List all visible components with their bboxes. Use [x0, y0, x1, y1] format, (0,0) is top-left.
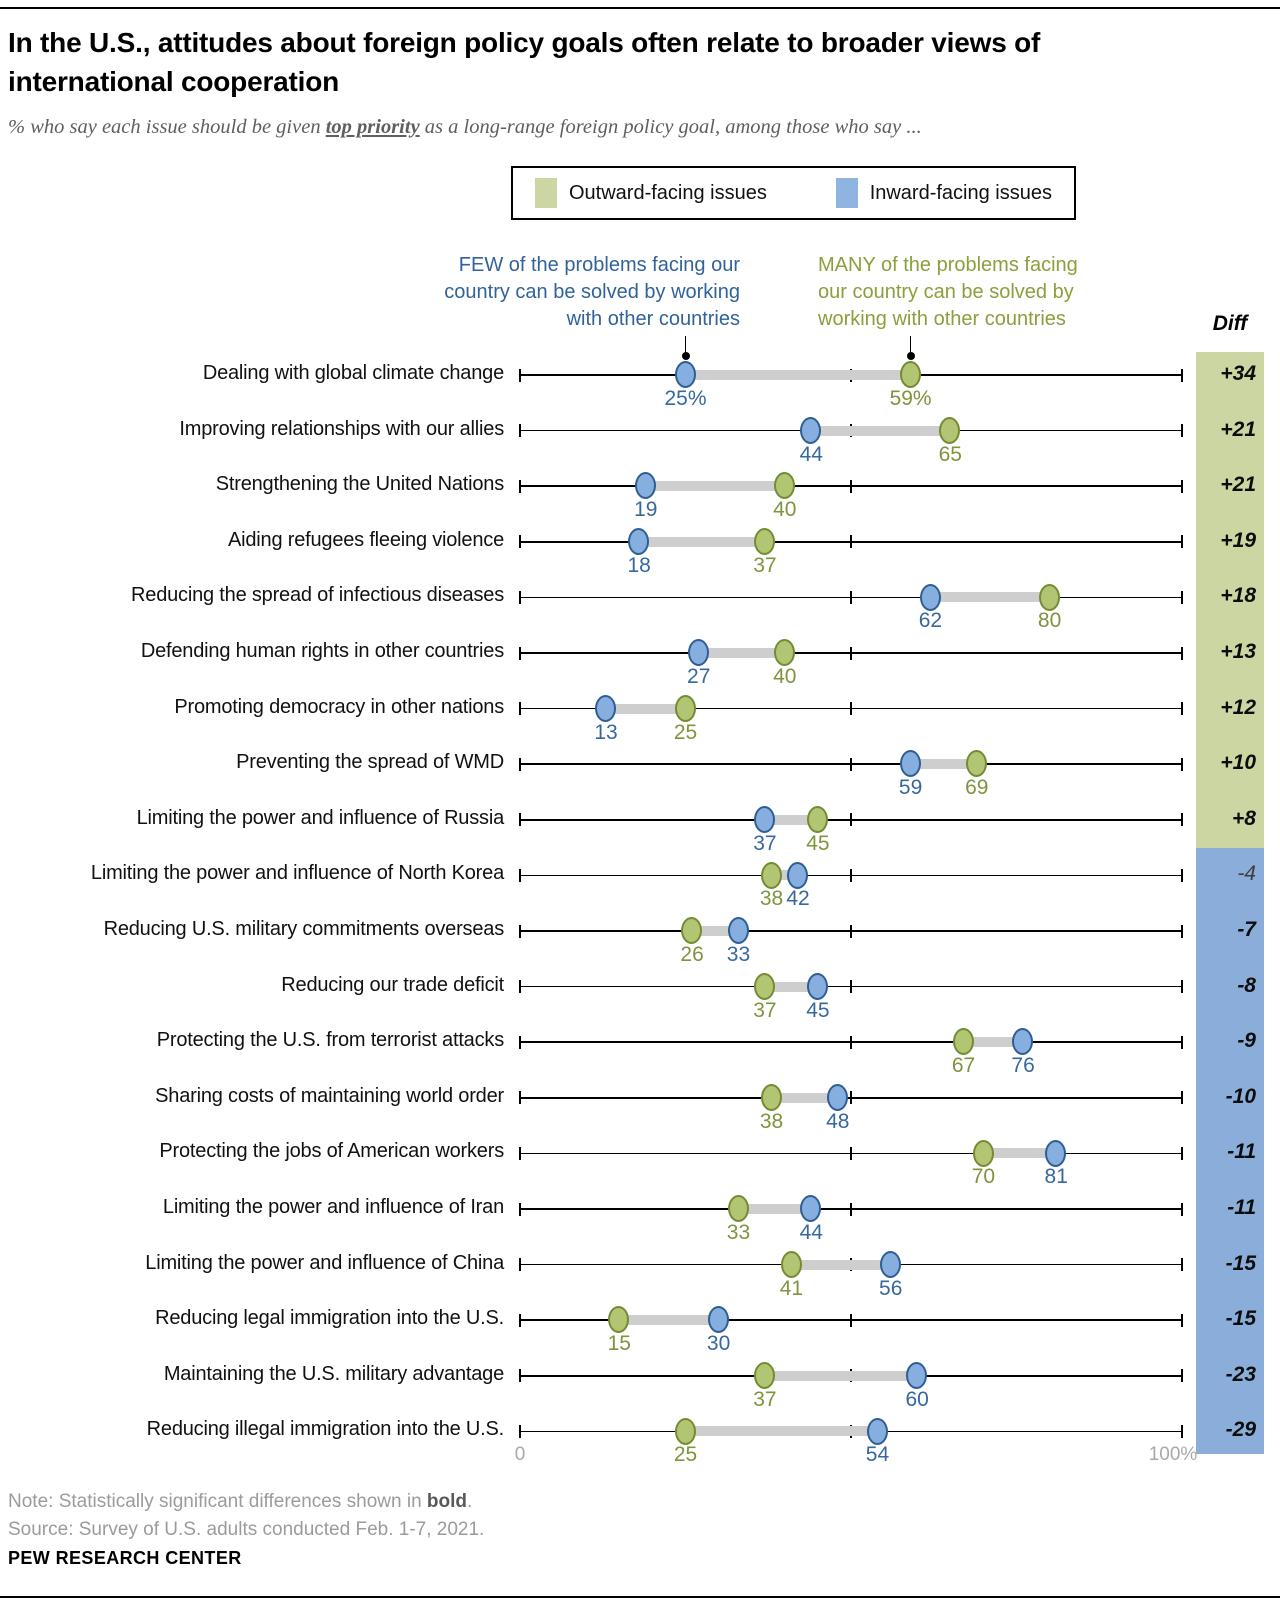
many-value-label: 37: [753, 553, 777, 577]
category-label: Promoting democracy in other nations: [174, 695, 504, 718]
axis-tick: [519, 1369, 521, 1382]
annotation-few: [408, 252, 740, 333]
axis-tick: [519, 647, 521, 660]
outward-swatch-icon: [535, 178, 557, 208]
category-label: Aiding refugees fleeing violence: [227, 528, 504, 551]
many-dot: [939, 417, 960, 444]
axis-tick: [519, 702, 521, 715]
many-dot: [754, 1362, 775, 1389]
axis-tick: [519, 1425, 521, 1438]
dumbbell-connector: [791, 1260, 890, 1270]
many-value-label: 25: [673, 720, 698, 744]
axis-tick: [1181, 1314, 1183, 1327]
few-value-label: 30: [706, 1332, 731, 1356]
dumbbell-connector: [699, 648, 785, 658]
many-dot: [754, 973, 775, 1000]
many-value-label: 59%: [889, 387, 932, 410]
many-value-label: 70: [971, 1165, 996, 1189]
axis-tick: [850, 1314, 852, 1327]
axis-tick: [519, 535, 521, 548]
few-dot: [754, 806, 775, 833]
axis-tick: [850, 758, 852, 771]
dumbbell-connector: [686, 1426, 878, 1436]
dumbbell-connector: [686, 370, 911, 380]
axis-tick: [1181, 1203, 1183, 1216]
many-dot: [754, 528, 775, 555]
many-dot: [973, 1140, 994, 1167]
axis-tick: [519, 980, 521, 993]
axis-tick: [1181, 535, 1183, 548]
axis-tick: [1181, 813, 1183, 826]
axis-tick: [519, 480, 521, 493]
axis-tick: [1181, 758, 1183, 771]
few-dot: [920, 584, 941, 611]
few-value-label: 76: [1011, 1054, 1035, 1078]
axis-tick: [1181, 980, 1183, 993]
many-value-label: 40: [773, 498, 797, 522]
few-value-label: 13: [594, 720, 618, 744]
many-dot: [761, 1084, 782, 1111]
many-dot: [900, 361, 921, 388]
many-value-label: 41: [779, 1276, 804, 1300]
many-value-label: 33: [726, 1221, 751, 1244]
dumbbell-connector: [639, 537, 765, 547]
source-text: Source: Survey of U.S. adults conducted Feb. 1-7, 2021.: [8, 1519, 485, 1540]
few-dot: [906, 1362, 927, 1389]
axis-tick: [850, 1036, 852, 1049]
axis-tick: [519, 424, 521, 437]
many-dot: [608, 1306, 629, 1333]
category-label: Dealing with global climate change: [202, 362, 504, 384]
axis-tick: [850, 925, 852, 938]
diff-value: -4: [1237, 862, 1256, 886]
few-dot: [728, 917, 749, 944]
diff-value: -10: [1225, 1084, 1256, 1108]
few-value-label: 44: [799, 1221, 823, 1244]
few-value-label: 18: [627, 553, 651, 577]
axis-tick: [850, 591, 852, 604]
axis-tick: [519, 591, 521, 604]
few-dot: [1045, 1140, 1066, 1167]
dumbbell-connector: [619, 1315, 718, 1325]
few-dot: [628, 528, 649, 555]
diff-value: +8: [1232, 806, 1256, 830]
many-value-label: 65: [938, 442, 962, 466]
subtitle-suffix: as a long-range foreign policy goal, among those who say ...: [419, 116, 922, 138]
category-label: Reducing U.S. military commitments overseas: [103, 918, 504, 940]
few-dot: [595, 695, 616, 722]
few-dot: [800, 1195, 821, 1222]
annotation-leader-dot: [682, 352, 690, 360]
many-dot: [953, 1028, 974, 1055]
axis-tick: [519, 369, 521, 382]
dumbbell-connector: [930, 592, 1049, 602]
axis-tick: [850, 1091, 852, 1104]
note-text: [8, 1491, 472, 1513]
many-dot: [774, 472, 795, 499]
category-label: Reducing illegal immigration into the U.S.: [146, 1418, 504, 1441]
axis-tick: [850, 1147, 852, 1160]
diff-value: +21: [1220, 473, 1256, 497]
category-label: Maintaining the U.S. military advantage: [163, 1362, 504, 1385]
few-value-label: 59: [898, 776, 923, 800]
few-value-label: 60: [905, 1387, 929, 1411]
axis-tick: [850, 869, 852, 882]
diff-value: +10: [1220, 751, 1256, 775]
dumbbell-connector: [811, 426, 950, 436]
axis-tick: [1181, 869, 1183, 882]
axis-tick: [1181, 1036, 1183, 1049]
bottom-divider: [0, 1596, 1280, 1598]
many-value-label: 26: [680, 943, 704, 966]
few-dot: [827, 1084, 848, 1111]
legend-label-outward: Outward-facing issues: [569, 181, 767, 204]
few-dot: [1012, 1028, 1033, 1055]
axis-tick: [519, 1091, 521, 1104]
category-label: Preventing the spread of WMD: [236, 751, 504, 774]
axis-max-label: 100%: [1148, 1444, 1198, 1465]
category-label: Protecting the jobs of American workers: [159, 1140, 504, 1163]
many-dot: [761, 862, 782, 889]
many-value-label: 69: [965, 776, 989, 800]
many-value-label: 80: [1037, 609, 1062, 633]
few-value-label: 37: [753, 831, 777, 855]
many-dot: [728, 1195, 749, 1222]
few-value-label: 27: [687, 665, 711, 688]
inward-swatch-icon: [836, 178, 858, 208]
legend: [511, 166, 1076, 220]
axis-tick: [1181, 591, 1183, 604]
few-value-label: 19: [634, 498, 658, 522]
many-dot: [774, 639, 795, 666]
category-label: Reducing the spread of infectious diseases: [131, 584, 504, 607]
annotation-line: country can be solved by working: [444, 281, 740, 303]
axis-tick: [1181, 424, 1183, 437]
few-value-label: 25%: [664, 387, 707, 410]
many-value-label: 15: [607, 1332, 631, 1356]
annotation-leader-dot: [907, 352, 915, 360]
few-dot: [688, 639, 709, 666]
axis-tick: [1181, 702, 1183, 715]
dumbbell-connector: [606, 704, 685, 714]
axis-tick: [850, 480, 852, 493]
legend-item-inward: [836, 178, 1052, 208]
few-dot: [800, 417, 821, 444]
many-value-label: 67: [951, 1054, 976, 1078]
diff-value: +19: [1220, 528, 1256, 552]
legend-label-inward: Inward-facing issues: [869, 181, 1052, 204]
diff-value: +13: [1220, 640, 1256, 663]
few-value-label: 48: [826, 1109, 850, 1133]
diff-value: -29: [1225, 1418, 1256, 1442]
few-dot: [787, 862, 808, 889]
chart-subtitle: [8, 116, 1228, 139]
many-value-label: 38: [759, 887, 784, 911]
axis-tick: [1181, 480, 1183, 493]
diff-value: -11: [1227, 1196, 1256, 1219]
axis-tick: [850, 647, 852, 660]
axis-tick: [850, 702, 852, 715]
many-value-label: 25: [673, 1443, 698, 1467]
annotation-line: MANY of the problems facing: [818, 254, 1078, 276]
few-value-label: 56: [879, 1276, 903, 1300]
many-dot: [675, 695, 696, 722]
axis-tick: [1181, 925, 1183, 938]
few-value-label: 54: [865, 1443, 890, 1467]
subtitle-emphasis: top priority: [325, 116, 420, 138]
axis-tick: [519, 1036, 521, 1049]
annotation-line: FEW of the problems facing our: [458, 254, 740, 276]
diff-value: +18: [1220, 584, 1256, 608]
category-label: Protecting the U.S. from terrorist attacks: [156, 1029, 504, 1052]
category-label: Reducing our trade deficit: [281, 973, 504, 996]
axis-min-label: 0: [514, 1444, 526, 1465]
axis-tick: [519, 1203, 521, 1216]
few-value-label: 45: [806, 998, 830, 1022]
few-value-label: 42: [786, 887, 810, 911]
few-dot: [867, 1418, 888, 1445]
category-label: Limiting the power and influence of North Korea: [90, 862, 504, 885]
annotation-line: with other countries: [566, 308, 740, 330]
category-label: Reducing legal immigration into the U.S.: [155, 1307, 504, 1330]
category-label: Sharing costs of maintaining world order: [155, 1084, 504, 1107]
axis-tick: [1181, 1369, 1183, 1382]
axis-tick: [850, 813, 852, 826]
annotation-many: [818, 252, 1118, 333]
diff-value: -11: [1227, 1140, 1256, 1164]
note-bold-word: bold: [426, 1491, 468, 1512]
category-label: Limiting the power and influence of China: [145, 1251, 504, 1274]
diff-value: +34: [1220, 362, 1256, 385]
category-label: Improving relationships with our allies: [179, 417, 504, 440]
few-value-label: 44: [799, 442, 823, 466]
axis-tick: [519, 813, 521, 826]
diff-column-header: Diff: [1212, 312, 1248, 335]
legend-item-outward: [535, 178, 767, 208]
axis-tick: [519, 1258, 521, 1271]
few-value-label: 62: [918, 609, 943, 633]
diff-value: -15: [1225, 1307, 1256, 1331]
diff-value: -15: [1225, 1251, 1256, 1275]
axis-tick: [1181, 1147, 1183, 1160]
few-dot: [675, 361, 696, 388]
category-label: Strengthening the United Nations: [215, 473, 504, 496]
many-value-label: 40: [773, 665, 797, 688]
axis-tick: [1181, 1258, 1183, 1271]
category-label: Limiting the power and influence of Iran: [162, 1196, 504, 1218]
axis-tick: [1181, 1091, 1183, 1104]
few-value-label: 33: [726, 943, 751, 966]
many-dot: [807, 806, 828, 833]
axis-tick: [519, 1314, 521, 1327]
axis-tick: [1181, 1425, 1183, 1438]
axis-tick: [519, 925, 521, 938]
diff-value: -7: [1237, 918, 1256, 941]
many-dot: [781, 1251, 802, 1278]
annotation-line: working with other countries: [818, 308, 1066, 330]
axis-tick: [1181, 647, 1183, 660]
few-dot: [635, 472, 656, 499]
subtitle-prefix: % who say each issue should be given: [8, 116, 326, 138]
many-value-label: 37: [753, 998, 777, 1022]
axis-tick: [850, 1203, 852, 1216]
many-dot: [966, 750, 987, 777]
axis-tick: [519, 758, 521, 771]
note-prefix: Note: Statistically significant differences shown in: [8, 1491, 427, 1512]
axis-tick: [850, 535, 852, 548]
brand-wordmark: PEW RESEARCH CENTER: [8, 1548, 242, 1568]
axis-tick: [519, 869, 521, 882]
axis-tick: [1181, 369, 1183, 382]
many-dot: [681, 917, 702, 944]
many-value-label: 45: [806, 831, 830, 855]
dumbbell-connector: [646, 481, 785, 491]
few-dot: [807, 973, 828, 1000]
many-value-label: 38: [759, 1109, 784, 1133]
many-value-label: 37: [753, 1387, 777, 1411]
diff-value: -8: [1237, 973, 1256, 997]
axis-tick: [519, 1147, 521, 1160]
axis-tick: [850, 980, 852, 993]
diff-value: +21: [1220, 417, 1256, 441]
page-title: In the U.S., attitudes about foreign policy goals often relate to broader views of international cooperation: [8, 27, 1041, 97]
category-label: Limiting the power and influence of Russia: [136, 806, 504, 829]
category-label: Defending human rights in other countries: [140, 640, 504, 662]
top-divider: [0, 7, 1280, 9]
note-suffix: .: [467, 1491, 473, 1512]
diff-value: +12: [1220, 695, 1256, 719]
many-dot: [1039, 584, 1060, 611]
few-value-label: 81: [1044, 1165, 1068, 1189]
diff-value: -23: [1225, 1362, 1256, 1386]
annotation-line: our country can be solved by: [818, 281, 1074, 303]
many-dot: [675, 1418, 696, 1445]
diff-value: -9: [1237, 1029, 1256, 1053]
dumbbell-connector: [765, 1371, 917, 1381]
few-dot: [880, 1251, 901, 1278]
few-dot: [708, 1306, 729, 1333]
few-dot: [900, 750, 921, 777]
